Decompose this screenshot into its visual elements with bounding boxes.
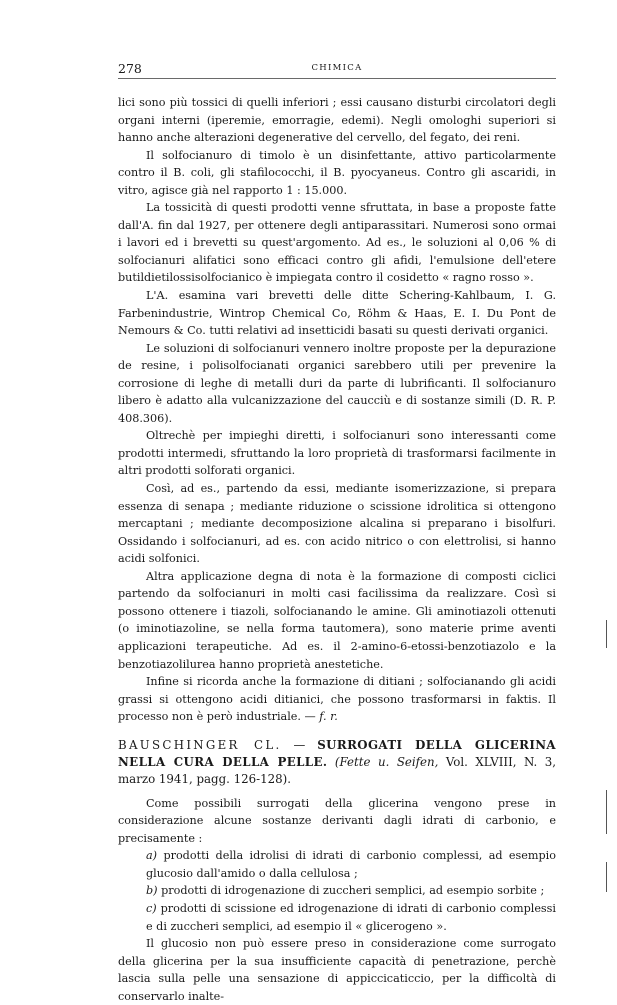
list-text: prodotti di scissione ed idrogenazione di idrati di carbonio complessi e di zuccheri semplici, ad esempio il « glicerogeno ». bbox=[146, 901, 556, 933]
article-details: Vol. XLVIII, N. 3, marzo 1941, pagg. 126-128). bbox=[118, 754, 557, 786]
abstract-signature: f. r. bbox=[319, 710, 338, 724]
paragraph-7: Così, ad es., partendo da essi, mediante isomerizzazione, si prepara essenza di senapa ; mediante riduzione o scissione idrolitica si ottengono mercaptani ; mediante decomposizione alcalina si preparano i bisolfuri. Ossidando i solfocianuri, ad es. con acido nitrico o con elettrolisi, si hanno acidi solfonici. bbox=[118, 482, 556, 566]
list-key: b) bbox=[146, 884, 158, 898]
closing-paragraph: Il glucosio non può essere preso in considerazione come surrogato della glicerina per la sua insufficiente capacità di penetrazione, perchè lascia sulla pelle una sensazione di appiccicaticcio, per la difficoltà di conservarlo inalte- bbox=[118, 937, 556, 1003]
article-title: SURROGATI DELLA GLICERINA NELLA CURA DELLA PELLE. bbox=[118, 737, 556, 769]
paragraph-9-text: Infine si ricorda anche la formazione di ditiani ; solfocianando gli acidi grassi si ottengono acidi ditianici, che possono trasformarsi in faktis. Il processo non è però industriale. — bbox=[118, 675, 556, 724]
page-number: 278 bbox=[118, 61, 142, 76]
article-intro: Come possibili surrogati della glicerina vengono prese in considerazione alcune sostanze derivanti dagli idrati di carbonio, e precisamente : bbox=[118, 796, 556, 845]
body-text bbox=[118, 94, 556, 1005]
paragraph-9 bbox=[118, 673, 556, 726]
article-author: BAUSCHINGER CL. bbox=[118, 737, 282, 752]
paragraph-3: La tossicità di questi prodotti venne sfruttata, in base a proposte fatte dall'A. fin dal 1927, per ottenere degli antiparassitari. Numerosi sono ormai i lavori ed i brevetti su quest'argomento. Ad es., le soluzioni al 0,06 % di solfocianuri alifatici sono efficaci contro gli afidi, l'emulsione dell'etere butildietilossisolfocianico è impiegata contro il cosidetto « ragno rosso ». bbox=[118, 201, 556, 285]
list-key: c) bbox=[146, 901, 157, 915]
list-text: prodotti di idrogenazione di zuccheri semplici, ad esempio sorbite ; bbox=[161, 884, 545, 898]
scan-edge-mark bbox=[606, 790, 607, 834]
article-heading bbox=[118, 737, 556, 788]
paragraph-5: Le soluzioni di solfocianuri vennero inoltre proposte per la depurazione de resine, i polisolfocianati organici sarebbero utili per prevenire la corrosione di leghe di metalli duri da parte di lubrificanti. Il solfocianuro libero è adatto alla vulcanizzazione del caucciù e di sostanze simili (D. R. P. 408.306). bbox=[118, 341, 556, 425]
paragraph-4: L'A. esamina vari brevetti delle ditte Schering-Kahlbaum, I. G. Farbenindustrie, Wintrop Chemical Co, Röhm & Haas, E. I. Du Pont de Nemours & Co. tutti relativi ad insetticidi basati su questi derivati organici. bbox=[118, 289, 556, 338]
running-title: CHIMICA bbox=[311, 63, 363, 73]
article-journal: (Fette u. Seifen, bbox=[334, 754, 439, 769]
paragraph-2: Il solfocianuro di timolo è un disinfettante, attivo particolarmente contro il B. coli, gli stafilococchi, il B. pyocyaneus. Contro gli ascaridi, in vitro, agisce già nel rapporto 1 : 15.000. bbox=[118, 148, 556, 197]
list-item-a bbox=[118, 847, 556, 882]
article-dash: — bbox=[281, 737, 318, 752]
paragraph-8: Altra applicazione degna di nota è la formazione di composti ciclici partendo da solfocianuri in molti casi facilissima da realizzare. Così si possono ottenere i tiazoli, solfocianando le amine. Gli aminotiazoli ottenuti (o iminotiazoline, se nella forma tautomera), sono materie prime aventi applicazioni terapeutiche. Ad es. il 2-amino-6-etossi-benzotiazolo e la benzotiazolilurea hanno proprietà anestetiche. bbox=[118, 569, 556, 671]
list-item-b bbox=[118, 882, 556, 900]
list-key: a) bbox=[146, 849, 158, 863]
page-header bbox=[118, 61, 556, 77]
list-text: prodotti della idrolisi di idrati di carbonio complessi, ad esempio glucosio dall'amido o dalla cellulosa ; bbox=[146, 849, 556, 880]
list-item-c bbox=[118, 900, 556, 935]
header-rule bbox=[118, 78, 556, 79]
scan-edge-mark bbox=[606, 862, 607, 892]
paragraph-1: lici sono più tossici di quelli inferiori ; essi causano disturbi circolatori degli organi interni (iperemie, emorragie, edemi). Negli omologhi superiori si hanno anche alterazioni degenerative del cervello, del fegato, dei reni. bbox=[118, 96, 556, 145]
paragraph-6: Oltrechè per impieghi diretti, i solfocianuri sono interessanti come prodotti intermedi, sfruttando la loro proprietà di trasformarsi facilmente in altri prodotti solforati organici. bbox=[118, 429, 556, 478]
scan-edge-mark bbox=[606, 620, 607, 648]
